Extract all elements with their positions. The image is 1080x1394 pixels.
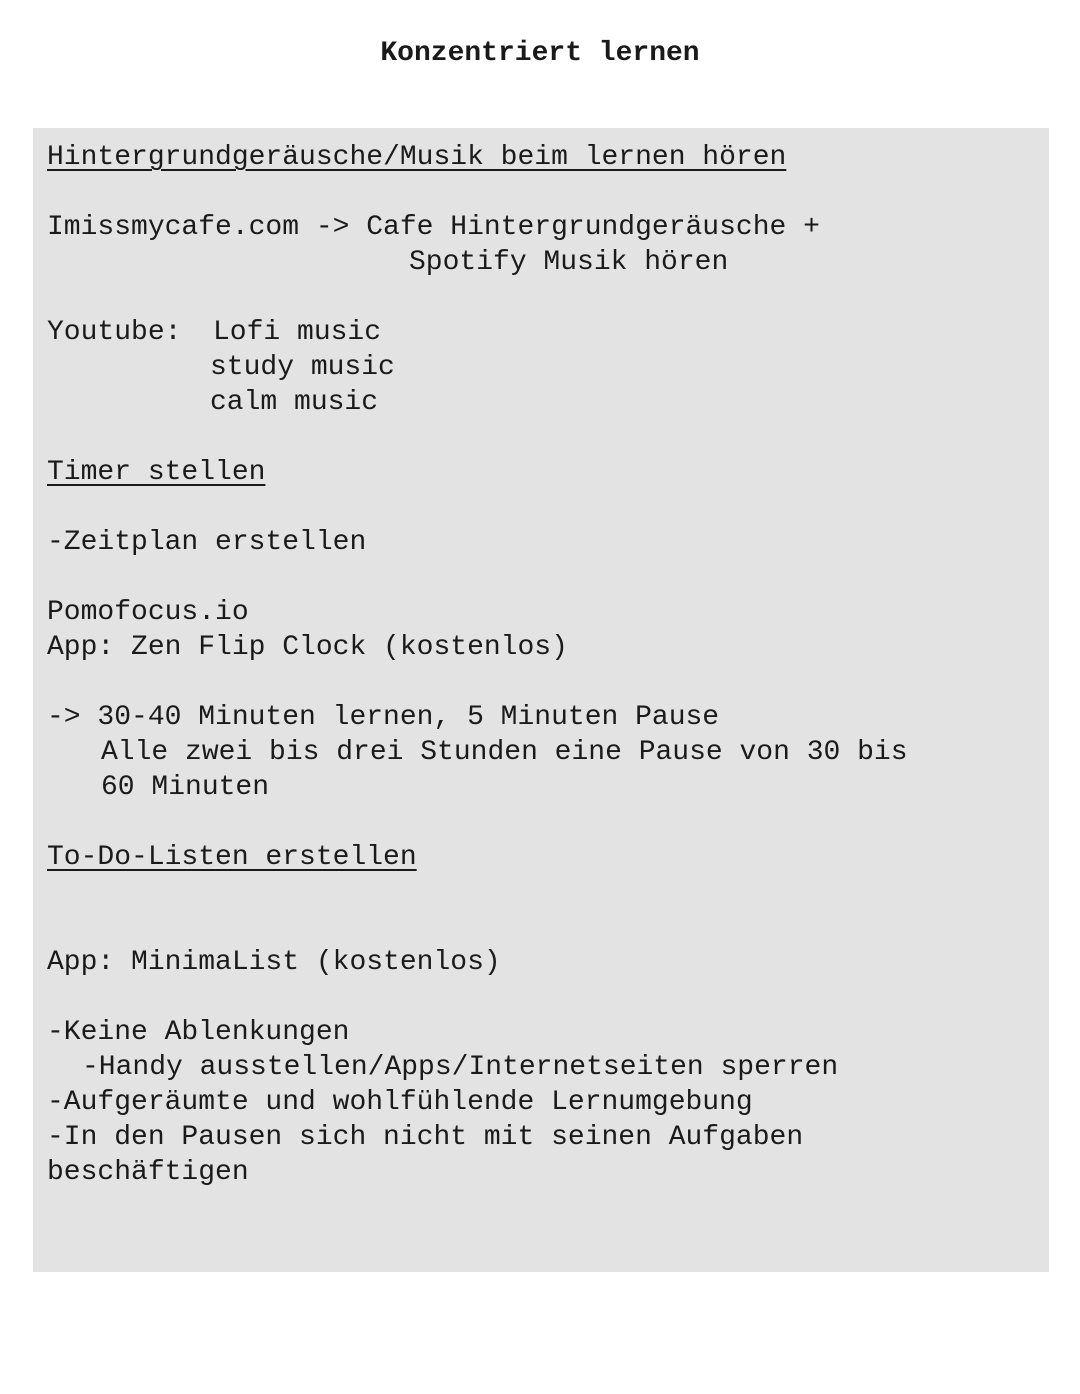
tip-line-3: 60 Minuten: [101, 772, 270, 803]
youtube-item-3: calm music: [210, 387, 379, 418]
page-title: Konzentriert lernen: [380, 38, 700, 69]
todo-heading: To-Do-Listen erstellen: [47, 842, 417, 873]
misc-line-1: -Keine Ablenkungen: [47, 1017, 350, 1048]
schedule-line: -Zeitplan erstellen: [47, 527, 367, 558]
youtube-label: Youtube:: [47, 317, 182, 348]
minimalist-app-line: App: MinimaList (kostenlos): [47, 947, 501, 978]
misc-line-3: -Aufgeräumte und wohlfühlende Lernumgebung: [47, 1087, 753, 1118]
cafe-line-1: Imissmycafe.com -> Cafe Hintergrundgeräusche +: [47, 212, 820, 243]
pomofocus-line: Pomofocus.io: [47, 597, 249, 628]
misc-line-5: beschäftigen: [47, 1157, 249, 1188]
youtube-item-2: study music: [210, 352, 395, 383]
flip-clock-app-line: App: Zen Flip Clock (kostenlos): [47, 632, 568, 663]
misc-line-4: -In den Pausen sich nicht mit seinen Aufgaben: [47, 1122, 804, 1153]
tip-line-2: Alle zwei bis drei Stunden eine Pause von 30 bis: [101, 737, 908, 768]
tip-line-1: -> 30-40 Minuten lernen, 5 Minuten Pause: [47, 702, 720, 733]
misc-line-2: -Handy ausstellen/Apps/Internetseiten sperren: [82, 1052, 839, 1083]
cafe-line-2: Spotify Musik hören: [409, 247, 729, 278]
youtube-item-1: Lofi music: [213, 317, 382, 348]
notes-panel: [33, 128, 1049, 1272]
music-heading: Hintergrundgeräusche/Musik beim lernen hören: [47, 142, 787, 173]
timer-heading: Timer stellen: [47, 457, 266, 488]
